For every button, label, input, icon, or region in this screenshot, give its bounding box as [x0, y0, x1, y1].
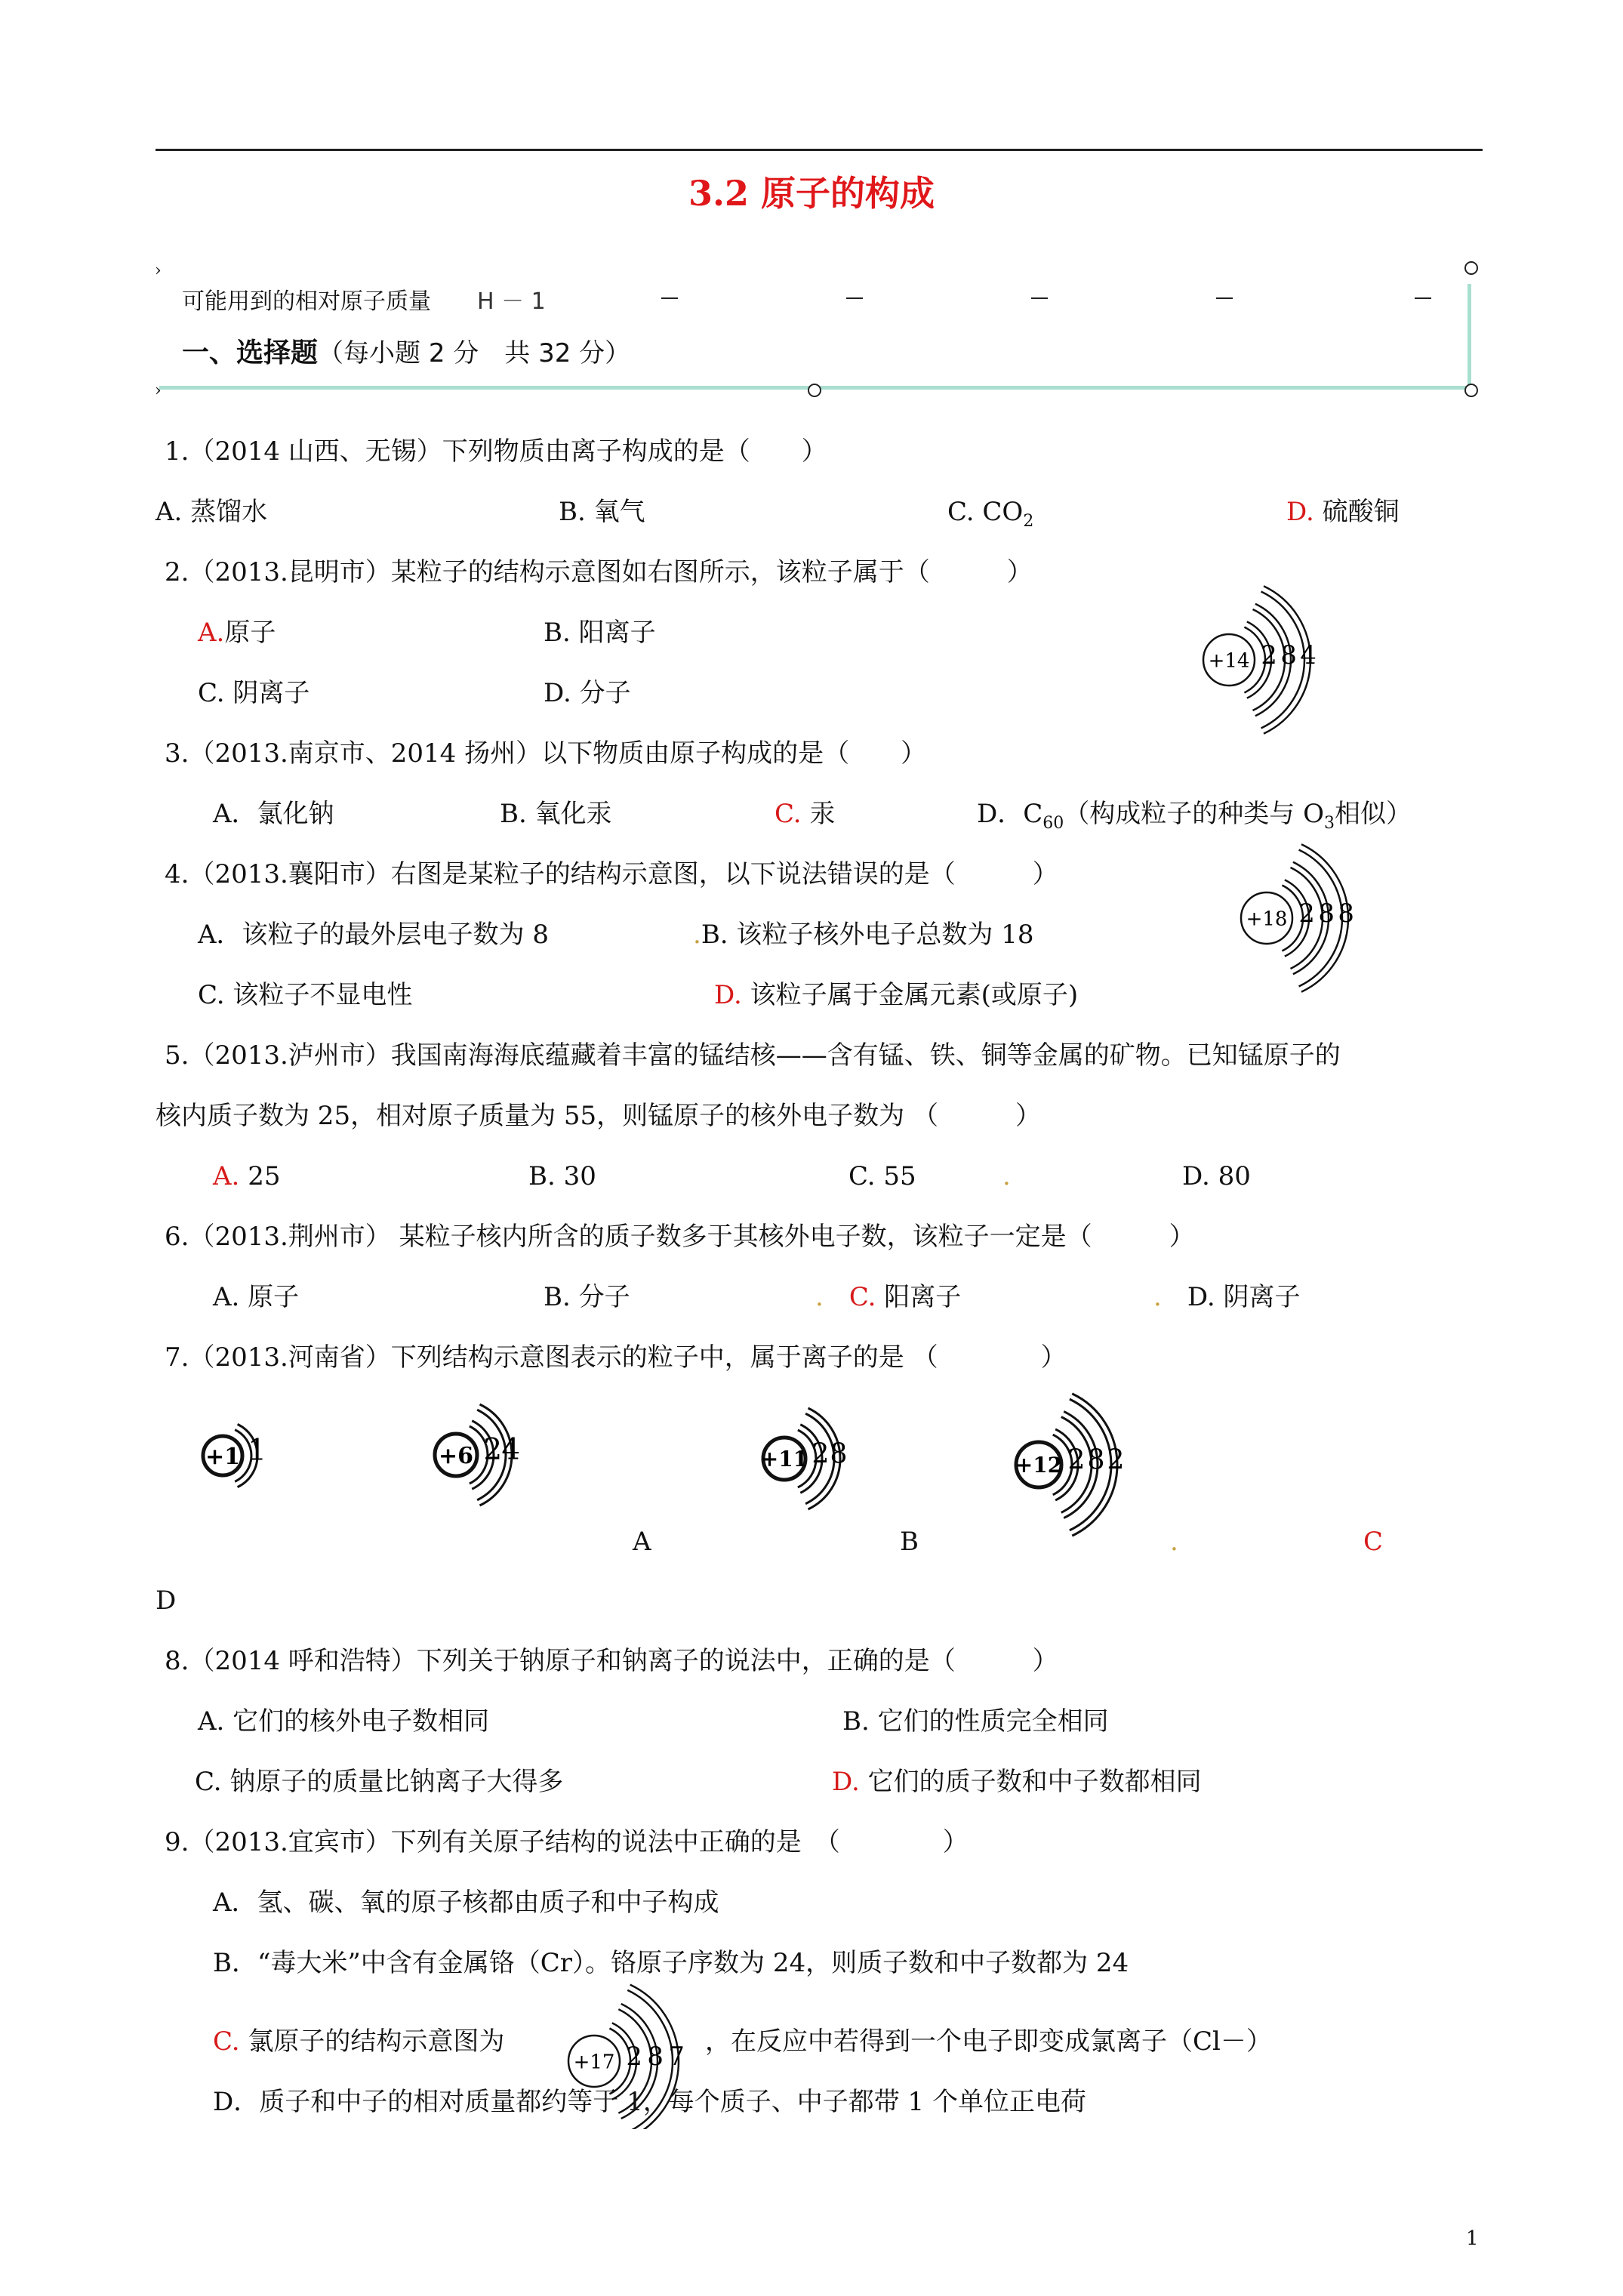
question-stem: 1.（2014 山西、无锡）下列物质由离子构成的是（ ）	[165, 436, 827, 467]
shell-electron-count: 1	[248, 1434, 267, 1468]
shell-electron-count: 8	[647, 2042, 664, 2072]
option-d: D. 分子	[544, 678, 631, 708]
section-heading: 一、选择题	[182, 337, 319, 368]
shell-electron-count: 2	[1298, 898, 1315, 929]
shell-electron-count: 8	[1318, 898, 1335, 929]
option-a: A．氢、碳、氧的原子核都由质子和中子构成	[213, 1888, 719, 1918]
page-title: 3.2 原子的构成	[688, 173, 935, 214]
resize-handle-icon[interactable]	[808, 384, 821, 397]
shell-electron-count: 8	[1338, 898, 1354, 929]
question-stem: 5.（2013.泸州市）我国南海海底蕴藏着丰富的锰结核——含有锰、铁、铜等金属的矿物。已知锰原子的	[165, 1040, 1341, 1071]
shell-electron-count: 2	[626, 2042, 642, 2072]
atom-diagram-q7-d	[1004, 1389, 1200, 1540]
shell-electron-count: 4	[501, 1433, 521, 1467]
option-b: .B. 该粒子核外电子总数为 18	[693, 920, 1034, 950]
dash	[661, 297, 678, 299]
shell-electron-count: 8	[830, 1437, 848, 1470]
option-c: C. 钠原子的质量比钠离子大得多	[195, 1767, 564, 1797]
shell-electron-count: 2	[1067, 1443, 1086, 1476]
nucleus-charge: +11	[760, 1447, 808, 1472]
option-a: A. 25	[213, 1161, 281, 1191]
atomic-mass-value: H － 1	[477, 288, 546, 315]
option-d: D. 该粒子属于金属元素(或原子)	[714, 980, 1079, 1010]
corner-mark-icon: ›	[155, 261, 162, 280]
label-c: C	[1363, 1527, 1384, 1557]
option-c: . C. 阳离子	[815, 1282, 962, 1312]
option-b: B. 分子	[544, 1282, 630, 1312]
corner-mark-icon: ›	[155, 381, 162, 400]
option-c: C. 阴离子	[198, 678, 310, 708]
shell-electron-count: 7	[668, 2042, 685, 2072]
question-stem: 6.（2013.荆州市） 某粒子核内所含的质子数多于其核外电子数，该粒子一定是（ ）	[165, 1222, 1195, 1252]
shell-electron-count: 8	[1280, 640, 1297, 670]
dash	[846, 297, 863, 299]
dash	[1031, 297, 1048, 299]
option-c: C. $CO_2$	[947, 497, 1034, 531]
nucleus-charge: +12	[1015, 1453, 1063, 1478]
option-d: D. 它们的质子数和中子数都相同	[832, 1767, 1202, 1797]
question-stem: 2.（2013.昆明市）某粒子的结构示意图如右图所示，该粒子属于（ ）	[165, 557, 1033, 587]
nucleus-charge: +1	[205, 1443, 241, 1470]
shell-electron-count: 4	[1300, 640, 1317, 670]
stray-dot: .	[1002, 1161, 1011, 1191]
shell-electron-count: 2	[1107, 1443, 1125, 1476]
shell-electron-count: 8	[1087, 1443, 1105, 1476]
dash	[1216, 297, 1233, 299]
question-stem: 4.（2013.襄阳市）右图是某粒子的结构示意图，以下说法错误的是（ ）	[165, 859, 1058, 889]
atomic-mass-label: 可能用到的相对原子质量	[182, 288, 431, 315]
option-b: B. 氧气	[559, 497, 645, 527]
option-b: B. 30	[528, 1161, 596, 1191]
nucleus-charge: +6	[438, 1442, 474, 1469]
label-d: D	[156, 1586, 177, 1616]
atom-diagram-q7-c	[751, 1397, 902, 1525]
option-a: A. 它们的核外电子数相同	[198, 1706, 490, 1737]
option-c: C. 汞	[775, 799, 836, 829]
nucleus-charge: +14	[1208, 649, 1250, 673]
stray-dot: .	[1170, 1527, 1178, 1557]
option-c-tail: ，在反应中若得到一个电子即变成氯离子（Cl－）	[705, 2026, 1272, 2057]
box-right-border	[1467, 284, 1471, 390]
option-a: A．该粒子的最外层电子数为 8	[198, 920, 549, 950]
option-a: A.原子	[198, 618, 276, 648]
option-a: A．氯化钠	[213, 799, 334, 829]
atom-diagram-q7-b	[423, 1393, 574, 1521]
atom-diagram-q4	[1223, 838, 1404, 997]
nucleus-charge: +17	[573, 2051, 615, 2074]
atom-diagram-q2	[1185, 581, 1366, 740]
question-stem: 8.（2014 呼和浩特）下列关于钠原子和钠离子的说法中，正确的是（ ）	[165, 1646, 1058, 1676]
resize-handle-icon[interactable]	[1464, 384, 1478, 397]
page-number: 1	[1466, 2227, 1479, 2250]
label-a: A	[633, 1527, 651, 1557]
resize-handle-icon[interactable]	[1464, 261, 1478, 275]
nucleus-charge: +18	[1246, 908, 1288, 931]
option-b: B. 阳离子	[544, 618, 656, 648]
option-b: B. 氧化汞	[500, 799, 612, 829]
option-d: D．$C_{60}$（构成粒子的种类与 $O_3$相似）	[977, 799, 1412, 833]
option-d: D．质子和中子的相对质量都约等于 1，每个质子、中子都带 1 个单位正电荷	[213, 2087, 1086, 2117]
dash	[1415, 297, 1431, 299]
question-stem: 7.（2013.河南省）下列结构示意图表示的粒子中，属于离子的是 （ ）	[165, 1342, 1067, 1373]
question-stem-line2: 核内质子数为 25，相对原子质量为 55，则锰原子的核外电子数为 （ ）	[156, 1101, 1041, 1131]
shell-electron-count: 2	[1261, 640, 1277, 670]
atom-diagram-q7-a	[192, 1404, 306, 1510]
question-stem: 3.（2013.南京市、2014 扬州）以下物质由原子构成的是（ ）	[165, 738, 927, 769]
label-b: B	[900, 1527, 919, 1557]
option-b: B．“毒大米”中含有金属铬（Cr）。铬原子序数为 24，则质子数和中子数都为 24	[213, 1948, 1129, 1978]
option-a: A. 蒸馏水	[156, 497, 268, 527]
section-note: （每小题 2 分 共 32 分）	[318, 338, 631, 368]
option-c: C. 该粒子不显电性	[198, 980, 413, 1010]
option-a: A. 原子	[213, 1282, 300, 1312]
header-rule	[156, 149, 1483, 151]
option-d: . D. 阴离子	[1153, 1282, 1301, 1312]
option-b: B. 它们的性质完全相同	[842, 1706, 1109, 1737]
option-d: D. 80	[1182, 1161, 1251, 1191]
option-c: C. 氯原子的结构示意图为	[213, 2026, 505, 2057]
atom-diagram-q9	[555, 1978, 721, 2129]
shell-electron-count: 2	[483, 1433, 503, 1467]
question-stem: 9.（2013.宜宾市）下列有关原子结构的说法中正确的是 （ ）	[165, 1827, 969, 1857]
shell-electron-count: 2	[812, 1437, 830, 1470]
option-c: C. 55	[848, 1161, 916, 1191]
option-d: D. 硫酸铜	[1286, 497, 1400, 527]
